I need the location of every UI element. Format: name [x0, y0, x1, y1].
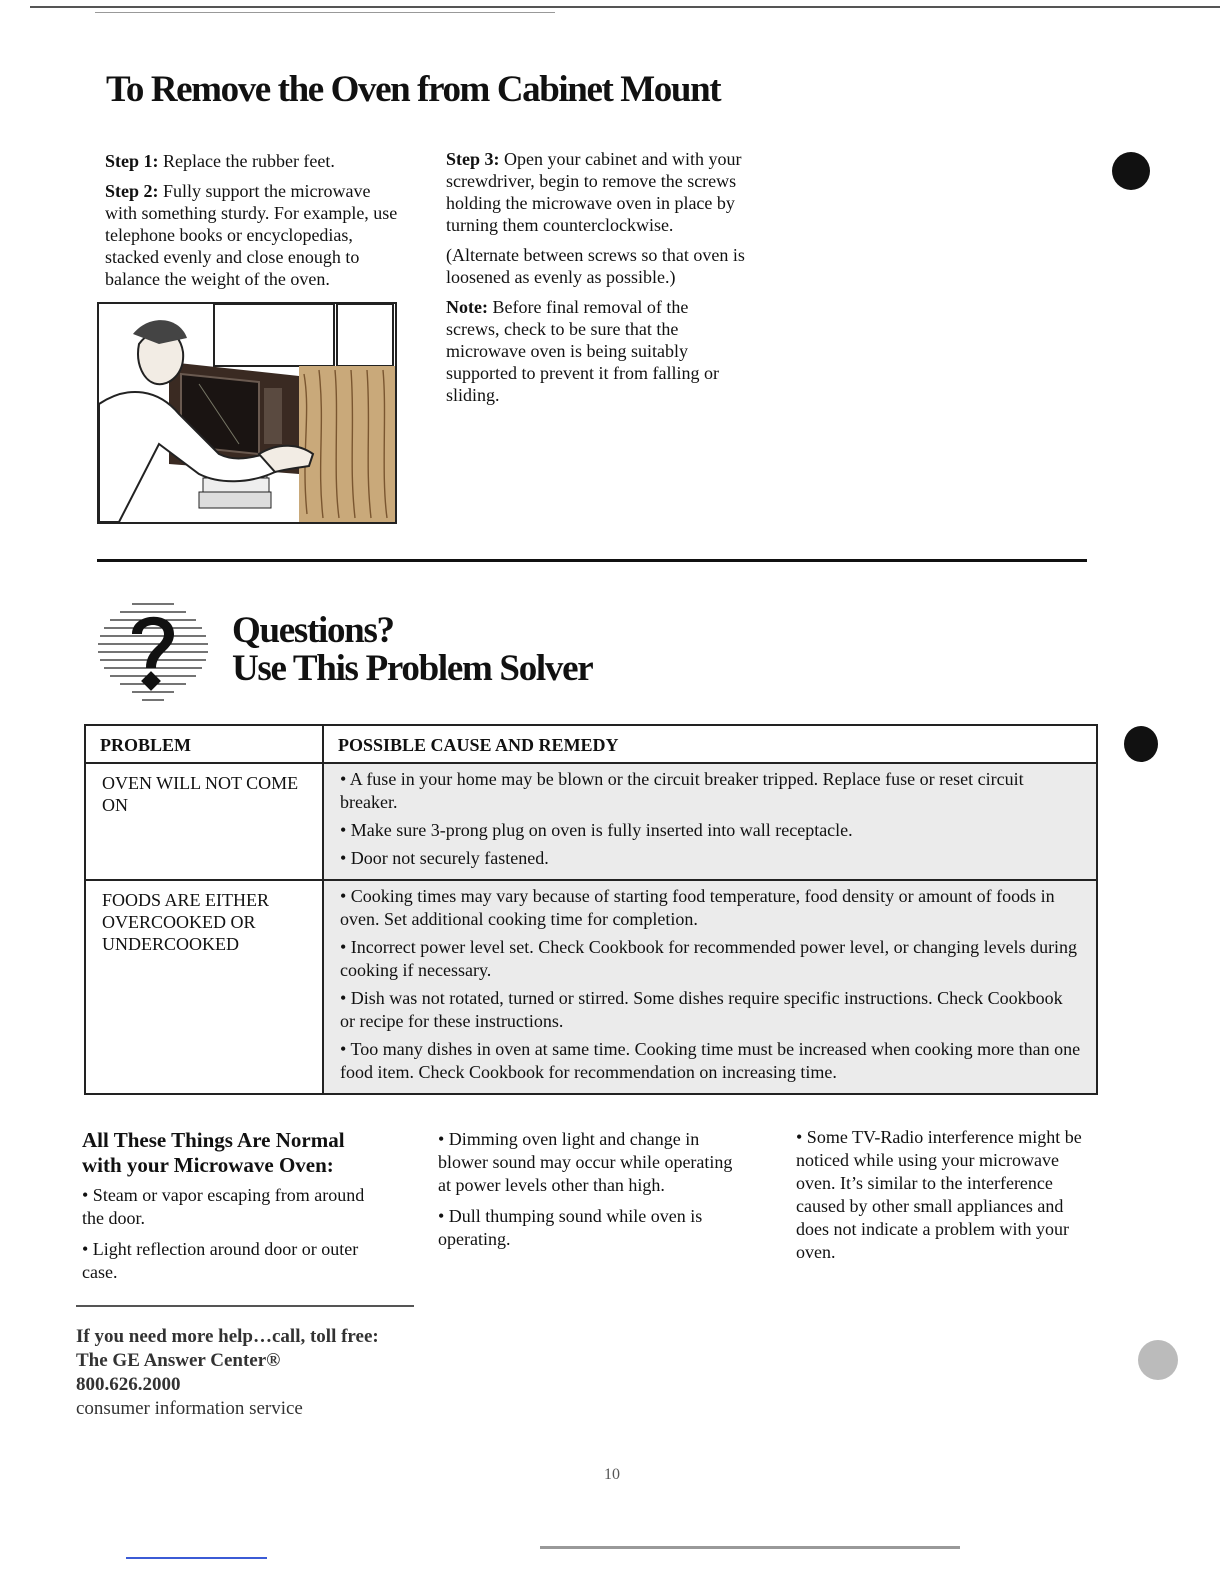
step-2	[105, 180, 405, 290]
normal-item: • Dimming oven light and change in blower sound may occur while operating at power levels other than high.	[438, 1129, 733, 1195]
normal-things-heading: All These Things Are Normal with your Microwave Oven:	[82, 1128, 345, 1177]
step-1-label: Step 1:	[105, 151, 159, 171]
top-edge-rule	[30, 6, 1220, 8]
remedy-item: • Cooking times may vary because of starting food temperature, food density or amount of foods in oven. Set additional cooking time for completion.	[340, 886, 1055, 929]
remedy-item: • Dish was not rotated, turned or stirred. Some dishes require specific instructions. Check Cookbook or recipe for these instructions.	[340, 988, 1063, 1031]
removal-note	[446, 296, 746, 406]
step-1-text: Replace the rubber feet.	[158, 151, 335, 171]
margin-dot-icon	[1138, 1340, 1178, 1380]
remedy-item: • Incorrect power level set. Check Cookbook for recommended power level, or changing levels during cooking if necessary.	[340, 937, 1078, 980]
note-text: Before final removal of the screws, check to be sure that the microwave oven is being suitably supported to prevent it from falling or sliding.	[446, 297, 719, 405]
section-divider	[97, 559, 1087, 562]
problem-cell: FOODS ARE EITHER OVERCOOKED OR UNDERCOOKED	[85, 880, 323, 1094]
problem-solver-title	[232, 612, 592, 688]
step-2-label: Step 2:	[105, 181, 159, 201]
column-header-remedy: POSSIBLE CAUSE AND REMEDY	[323, 725, 1097, 763]
service-description: consumer information service	[76, 1398, 303, 1419]
step-3-label: Step 3:	[446, 149, 500, 169]
table-row	[85, 763, 1097, 880]
table-header-row	[85, 725, 1097, 763]
oven-removal-illustration	[97, 302, 397, 524]
column-header-problem: PROBLEM	[85, 725, 323, 763]
problem-solver-title-line2: Use This Problem Solver	[232, 648, 593, 689]
problem-solver-table	[84, 724, 1098, 1095]
page-number: 10	[604, 1466, 620, 1483]
step-1	[105, 150, 405, 172]
bottom-underline	[126, 1557, 267, 1559]
answer-center-name: The GE Answer Center®	[76, 1350, 281, 1371]
question-mark-icon	[92, 598, 212, 710]
margin-dot-icon	[1124, 726, 1158, 762]
problem-solver-title-line1: Questions?	[232, 610, 394, 651]
top-edge-rule-thin	[95, 12, 555, 13]
steps-right-column	[446, 148, 746, 414]
steps-left-column	[105, 150, 405, 298]
alternate-note: (Alternate between screws so that oven is loosened as evenly as possible.)	[446, 245, 745, 287]
normal-things-column-2	[438, 1128, 734, 1259]
normal-item: • Light reflection around door or outer case.	[82, 1239, 359, 1282]
help-divider	[76, 1305, 414, 1307]
step-3	[446, 148, 746, 236]
remedy-cell	[323, 763, 1097, 880]
remedy-item: • Make sure 3-prong plug on oven is fully inserted into wall receptacle.	[340, 820, 853, 840]
person-removing-oven-drawing	[99, 304, 395, 522]
note-label: Note:	[446, 297, 488, 317]
normal-things-column-1	[82, 1128, 382, 1292]
normal-item: • Steam or vapor escaping from around the door.	[82, 1185, 365, 1228]
step-2-text: Fully support the microwave with something sturdy. For example, use telephone books or encyclopedias, stacked evenly and close enough to balance the weight of the oven.	[105, 181, 398, 289]
normal-item: • Some TV-Radio interference might be noticed while using your microwave oven. It’s similar to the interference caused by other small appliances and does not indicate a problem with your oven.	[796, 1127, 1082, 1262]
remedy-item: • Too many dishes in oven at same time. Cooking time must be increased when cooking more than one food item. Check Cookbook for recommendation on increasing time.	[340, 1039, 1081, 1082]
help-line: If you need more help…call, toll free:	[76, 1326, 379, 1347]
help-contact-block	[76, 1325, 379, 1421]
table-row	[85, 880, 1097, 1094]
page-title: To Remove the Oven from Cabinet Mount	[106, 69, 721, 110]
normal-things-column-3	[796, 1126, 1092, 1272]
bottom-scan-rule	[540, 1546, 960, 1549]
step-3-text: Open your cabinet and with your screwdriver, begin to remove the screws holding the microwave oven in place by turning them counterclockwise.	[446, 149, 742, 235]
remedy-item: • Door not securely fastened.	[340, 848, 549, 868]
normal-item: • Dull thumping sound while oven is operating.	[438, 1206, 703, 1249]
toll-free-number: 800.626.2000	[76, 1374, 181, 1395]
remedy-cell	[323, 880, 1097, 1094]
remedy-item: • A fuse in your home may be blown or the circuit breaker tripped. Replace fuse or reset circuit breaker.	[340, 769, 1024, 812]
problem-cell: OVEN WILL NOT COME ON	[85, 763, 323, 880]
margin-dot-icon	[1112, 152, 1150, 190]
